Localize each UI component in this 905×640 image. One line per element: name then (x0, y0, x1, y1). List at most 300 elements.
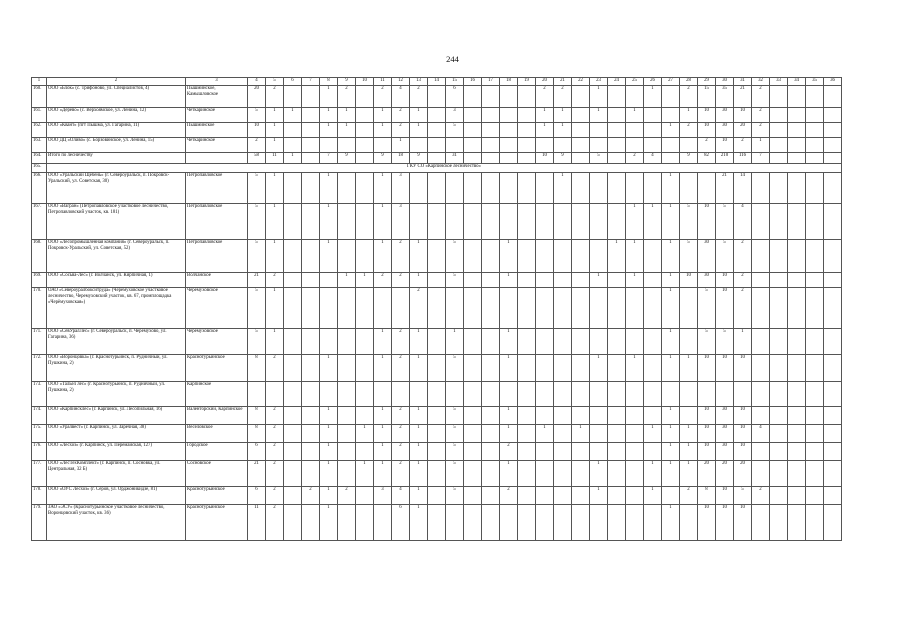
table-row (32, 443, 842, 461)
value-cell: 5 (248, 173, 266, 204)
value-cell: 1 (662, 288, 680, 329)
value-cell (500, 204, 518, 240)
value-cell (680, 505, 698, 541)
value-cell: 1 (410, 425, 428, 443)
value-cell: 5 (446, 487, 464, 505)
value-cell: 30 (716, 443, 734, 461)
value-cell (788, 288, 806, 329)
value-cell (572, 153, 590, 164)
row-number: 164. (32, 153, 47, 164)
table-row (32, 288, 842, 329)
value-cell: 1 (410, 273, 428, 288)
forestry-cell: Валенторский, Карпинское (186, 407, 248, 425)
value-cell (518, 487, 536, 505)
forestry-cell: Черёмуховское (186, 329, 248, 355)
value-cell (284, 425, 302, 443)
table-row (32, 153, 842, 164)
value-cell (536, 505, 554, 541)
value-cell: 11 (266, 153, 284, 164)
value-cell: 2 (410, 288, 428, 329)
value-cell (536, 204, 554, 240)
value-cell (428, 443, 446, 461)
value-cell: 10 (698, 355, 716, 382)
value-cell: 2 (266, 86, 284, 108)
row-number: 173. (32, 382, 47, 407)
organization-cell: ООО «Воронцовка» (г. Краснотурьинск, п. Рудничный, ул. Пушкина, 2) (47, 355, 186, 382)
value-cell (572, 138, 590, 153)
value-cell (446, 505, 464, 541)
value-cell (572, 407, 590, 425)
value-cell (482, 153, 500, 164)
value-cell (626, 407, 644, 425)
value-cell (518, 425, 536, 443)
value-cell (536, 355, 554, 382)
value-cell: 5 (716, 329, 734, 355)
header-cell: 22 (572, 78, 590, 86)
value-cell: 2 (392, 240, 410, 273)
value-cell: 1 (590, 86, 608, 108)
value-cell: 1 (662, 407, 680, 425)
row-number: 172. (32, 355, 47, 382)
forestry-cell: Волчанское (186, 273, 248, 288)
value-cell: 1 (410, 240, 428, 273)
value-cell (536, 461, 554, 487)
value-cell (788, 407, 806, 425)
value-cell (338, 204, 356, 240)
value-cell (644, 443, 662, 461)
value-cell: 1 (500, 407, 518, 425)
value-cell (770, 153, 788, 164)
value-cell (500, 108, 518, 123)
forestry-cell: Четкаринское (186, 108, 248, 123)
value-cell: 2 (248, 138, 266, 153)
value-cell: 2 (752, 86, 770, 108)
value-cell (356, 487, 374, 505)
value-cell: 2 (266, 461, 284, 487)
row-number: 174. (32, 407, 47, 425)
value-cell (680, 329, 698, 355)
value-cell (644, 505, 662, 541)
value-cell (302, 138, 320, 153)
value-cell: 1 (374, 108, 392, 123)
value-cell (428, 108, 446, 123)
value-cell (464, 443, 482, 461)
value-cell (536, 443, 554, 461)
value-cell: 1 (320, 355, 338, 382)
value-cell: 1 (374, 204, 392, 240)
value-cell: 1 (356, 461, 374, 487)
value-cell: 8 (698, 487, 716, 505)
value-cell (302, 240, 320, 273)
value-cell: 10 (716, 487, 734, 505)
value-cell (572, 240, 590, 273)
forestry-cell: Петропавловское (186, 173, 248, 204)
header-cell: 20 (536, 78, 554, 86)
value-cell (626, 173, 644, 204)
value-cell (428, 355, 446, 382)
value-cell: 9 (410, 153, 428, 164)
value-cell: 1 (662, 425, 680, 443)
value-cell (770, 123, 788, 138)
value-cell: 35 (716, 86, 734, 108)
value-cell (374, 288, 392, 329)
value-cell: 2 (374, 273, 392, 288)
value-cell: 2 (734, 288, 752, 329)
value-cell (752, 204, 770, 240)
value-cell (284, 355, 302, 382)
value-cell (410, 382, 428, 407)
value-cell (626, 461, 644, 487)
value-cell: 1 (500, 273, 518, 288)
value-cell (824, 505, 842, 541)
value-cell: 5 (446, 123, 464, 138)
value-cell (788, 153, 806, 164)
value-cell: 1 (266, 138, 284, 153)
value-cell (428, 173, 446, 204)
value-cell: 30 (716, 407, 734, 425)
value-cell: 116 (734, 153, 752, 164)
value-cell (284, 173, 302, 204)
value-cell (428, 240, 446, 273)
row-number: 170. (32, 288, 47, 329)
value-cell: 7 (752, 153, 770, 164)
header-cell: 3 (186, 78, 248, 86)
value-cell: 1 (266, 204, 284, 240)
value-cell: 1 (374, 355, 392, 382)
value-cell (302, 382, 320, 407)
table-row (32, 240, 842, 273)
value-cell (428, 487, 446, 505)
value-cell (662, 382, 680, 407)
organization-cell: ООО «Сосьва-Лес» (г. Волчанск, ул. Кирпичная, 1) (47, 273, 186, 288)
row-number: 177. (32, 461, 47, 487)
value-cell: 20 (734, 461, 752, 487)
value-cell (428, 461, 446, 487)
value-cell (572, 505, 590, 541)
value-cell (554, 204, 572, 240)
value-cell (572, 487, 590, 505)
value-cell: 2 (392, 355, 410, 382)
value-cell (428, 329, 446, 355)
value-cell (590, 288, 608, 329)
value-cell (572, 443, 590, 461)
value-cell: 1 (572, 425, 590, 443)
value-cell (338, 240, 356, 273)
value-cell (518, 138, 536, 153)
value-cell: 1 (500, 329, 518, 355)
value-cell (464, 108, 482, 123)
value-cell: 5 (248, 329, 266, 355)
value-cell (302, 173, 320, 204)
value-cell: 1 (410, 329, 428, 355)
value-cell (518, 240, 536, 273)
organization-cell: ООО «Дерево» (с. Верхоямское, ул. Ленина, 12) (47, 108, 186, 123)
value-cell (356, 443, 374, 461)
value-cell: 15 (698, 86, 716, 108)
value-cell (446, 288, 464, 329)
value-cell (464, 329, 482, 355)
value-cell (590, 425, 608, 443)
forestry-cell: Карпинское (186, 382, 248, 407)
header-cell: 21 (554, 78, 572, 86)
value-cell (554, 382, 572, 407)
value-cell (626, 487, 644, 505)
value-cell: 2 (410, 86, 428, 108)
value-cell (806, 123, 824, 138)
value-cell (302, 443, 320, 461)
value-cell (428, 123, 446, 138)
value-cell: 2 (734, 138, 752, 153)
value-cell (482, 273, 500, 288)
value-cell (518, 407, 536, 425)
value-cell: 2 (266, 355, 284, 382)
value-cell: 9 (374, 153, 392, 164)
value-cell (824, 123, 842, 138)
value-cell (284, 288, 302, 329)
value-cell (608, 443, 626, 461)
value-cell (770, 108, 788, 123)
value-cell: 1 (266, 288, 284, 329)
value-cell: 10 (734, 355, 752, 382)
value-cell (824, 487, 842, 505)
value-cell (644, 329, 662, 355)
table-row (32, 86, 842, 108)
value-cell: 20 (716, 461, 734, 487)
value-cell (608, 173, 626, 204)
value-cell: 9 (554, 153, 572, 164)
value-cell (572, 108, 590, 123)
value-cell: 1 (500, 355, 518, 382)
value-cell: 2 (338, 487, 356, 505)
value-cell: 1 (374, 173, 392, 204)
value-cell: 2 (392, 273, 410, 288)
value-cell: 10 (716, 505, 734, 541)
value-cell (734, 382, 752, 407)
value-cell (770, 461, 788, 487)
value-cell: 2 (338, 86, 356, 108)
value-cell: 1 (662, 329, 680, 355)
value-cell: 1 (320, 505, 338, 541)
value-cell (788, 173, 806, 204)
value-cell (680, 382, 698, 407)
value-cell (410, 204, 428, 240)
value-cell: 1 (410, 123, 428, 138)
value-cell (356, 86, 374, 108)
value-cell: 1 (608, 240, 626, 273)
value-cell (302, 153, 320, 164)
value-cell (392, 288, 410, 329)
organization-cell: ООО «Карпинсклес» (г. Карпинск, ул. Лесопильная, 16) (47, 407, 186, 425)
value-cell (824, 240, 842, 273)
organization-cell: ООО «Тальел лес» (г. Краснотурьинск, п. Рудничный, ул. Пушкина, 2) (47, 382, 186, 407)
value-cell (482, 288, 500, 329)
row-number: 168. (32, 240, 47, 273)
value-cell (644, 173, 662, 204)
value-cell: 9 (680, 153, 698, 164)
value-cell (626, 382, 644, 407)
table-row (32, 487, 842, 505)
organization-cell: ООО «Квант» (пгт Пышма, ул. Гагарина, 11) (47, 123, 186, 138)
value-cell (338, 329, 356, 355)
value-cell (356, 382, 374, 407)
value-cell (536, 407, 554, 425)
value-cell (428, 407, 446, 425)
value-cell (608, 425, 626, 443)
value-cell: 9 (338, 153, 356, 164)
value-cell (824, 329, 842, 355)
forestry-cell: Краснотурьинское (186, 355, 248, 382)
value-cell (554, 407, 572, 425)
value-cell: 1 (374, 329, 392, 355)
value-cell (482, 173, 500, 204)
value-cell (536, 288, 554, 329)
value-cell (572, 123, 590, 138)
value-cell: 10 (716, 273, 734, 288)
value-cell: 30 (716, 425, 734, 443)
value-cell: 4 (392, 86, 410, 108)
value-cell: 58 (248, 153, 266, 164)
value-cell (464, 123, 482, 138)
forestry-cell: Пышминское, Камышловское (186, 86, 248, 108)
value-cell: 3 (374, 487, 392, 505)
value-cell (644, 355, 662, 382)
value-cell: 1 (500, 425, 518, 443)
value-cell (770, 425, 788, 443)
value-cell (824, 173, 842, 204)
value-cell: 21 (716, 173, 734, 204)
value-cell (518, 204, 536, 240)
value-cell: 1 (536, 123, 554, 138)
value-cell (590, 382, 608, 407)
value-cell: 2 (266, 487, 284, 505)
forestry-cell: Черёмуховское (186, 288, 248, 329)
value-cell: 1 (320, 425, 338, 443)
value-cell: 20 (698, 461, 716, 487)
value-cell: 1 (590, 355, 608, 382)
value-cell (518, 108, 536, 123)
value-cell (608, 355, 626, 382)
value-cell (806, 407, 824, 425)
table-row (32, 425, 842, 443)
organization-cell: Итого по лесничеству (47, 153, 186, 164)
value-cell (536, 138, 554, 153)
value-cell (806, 204, 824, 240)
header-cell: 15 (446, 78, 464, 86)
value-cell: 21 (248, 273, 266, 288)
value-cell (536, 240, 554, 273)
value-cell: 14 (734, 173, 752, 204)
value-cell: 6 (248, 487, 266, 505)
header-cell: 28 (680, 78, 698, 86)
value-cell (644, 288, 662, 329)
value-cell: 1 (320, 86, 338, 108)
value-cell: 5 (446, 355, 464, 382)
value-cell (680, 288, 698, 329)
value-cell: 2 (266, 273, 284, 288)
value-cell: 1 (320, 461, 338, 487)
value-cell (356, 123, 374, 138)
value-cell (770, 173, 788, 204)
value-cell (824, 204, 842, 240)
value-cell (608, 123, 626, 138)
value-cell: 1 (374, 425, 392, 443)
value-cell (428, 86, 446, 108)
value-cell: 10 (698, 443, 716, 461)
value-cell (338, 443, 356, 461)
value-cell (536, 382, 554, 407)
value-cell (680, 138, 698, 153)
value-cell: 1 (590, 487, 608, 505)
value-cell (554, 288, 572, 329)
value-cell: 1 (356, 425, 374, 443)
value-cell (446, 173, 464, 204)
value-cell (482, 138, 500, 153)
value-cell (572, 288, 590, 329)
value-cell (770, 355, 788, 382)
value-cell (824, 355, 842, 382)
value-cell: 1 (374, 443, 392, 461)
value-cell: 1 (410, 443, 428, 461)
value-cell (464, 382, 482, 407)
value-cell: 6 (248, 443, 266, 461)
forestry-cell: Пышминское (186, 123, 248, 138)
value-cell: 1 (644, 425, 662, 443)
value-cell (464, 355, 482, 382)
value-cell (356, 355, 374, 382)
value-cell (788, 204, 806, 240)
value-cell: 3 (392, 173, 410, 204)
value-cell (482, 382, 500, 407)
header-cell: 7 (302, 78, 320, 86)
value-cell: 10 (698, 505, 716, 541)
value-cell: 1 (356, 273, 374, 288)
value-cell: 1 (320, 108, 338, 123)
value-cell: 5 (698, 329, 716, 355)
value-cell (464, 505, 482, 541)
value-cell: 5 (446, 443, 464, 461)
header-cell: 23 (590, 78, 608, 86)
value-cell (320, 329, 338, 355)
section-row (32, 164, 842, 173)
value-cell (572, 204, 590, 240)
value-cell (554, 138, 572, 153)
value-cell (302, 86, 320, 108)
value-cell: 1 (410, 505, 428, 541)
value-cell (356, 204, 374, 240)
value-cell (302, 204, 320, 240)
value-cell: 1 (644, 204, 662, 240)
value-cell: 10 (716, 288, 734, 329)
value-cell (320, 382, 338, 407)
value-cell: 4 (752, 425, 770, 443)
value-cell: 3 (392, 204, 410, 240)
forestry-cell (186, 153, 248, 164)
value-cell: 5 (248, 204, 266, 240)
value-cell (338, 425, 356, 443)
value-cell: 20 (248, 86, 266, 108)
table-row (32, 108, 842, 123)
value-cell: 1 (626, 355, 644, 382)
value-cell (608, 204, 626, 240)
value-cell (428, 273, 446, 288)
value-cell (752, 505, 770, 541)
header-cell: 16 (464, 78, 482, 86)
value-cell (284, 240, 302, 273)
value-cell (446, 204, 464, 240)
value-cell: 5 (248, 108, 266, 123)
value-cell (518, 461, 536, 487)
value-cell (788, 240, 806, 273)
